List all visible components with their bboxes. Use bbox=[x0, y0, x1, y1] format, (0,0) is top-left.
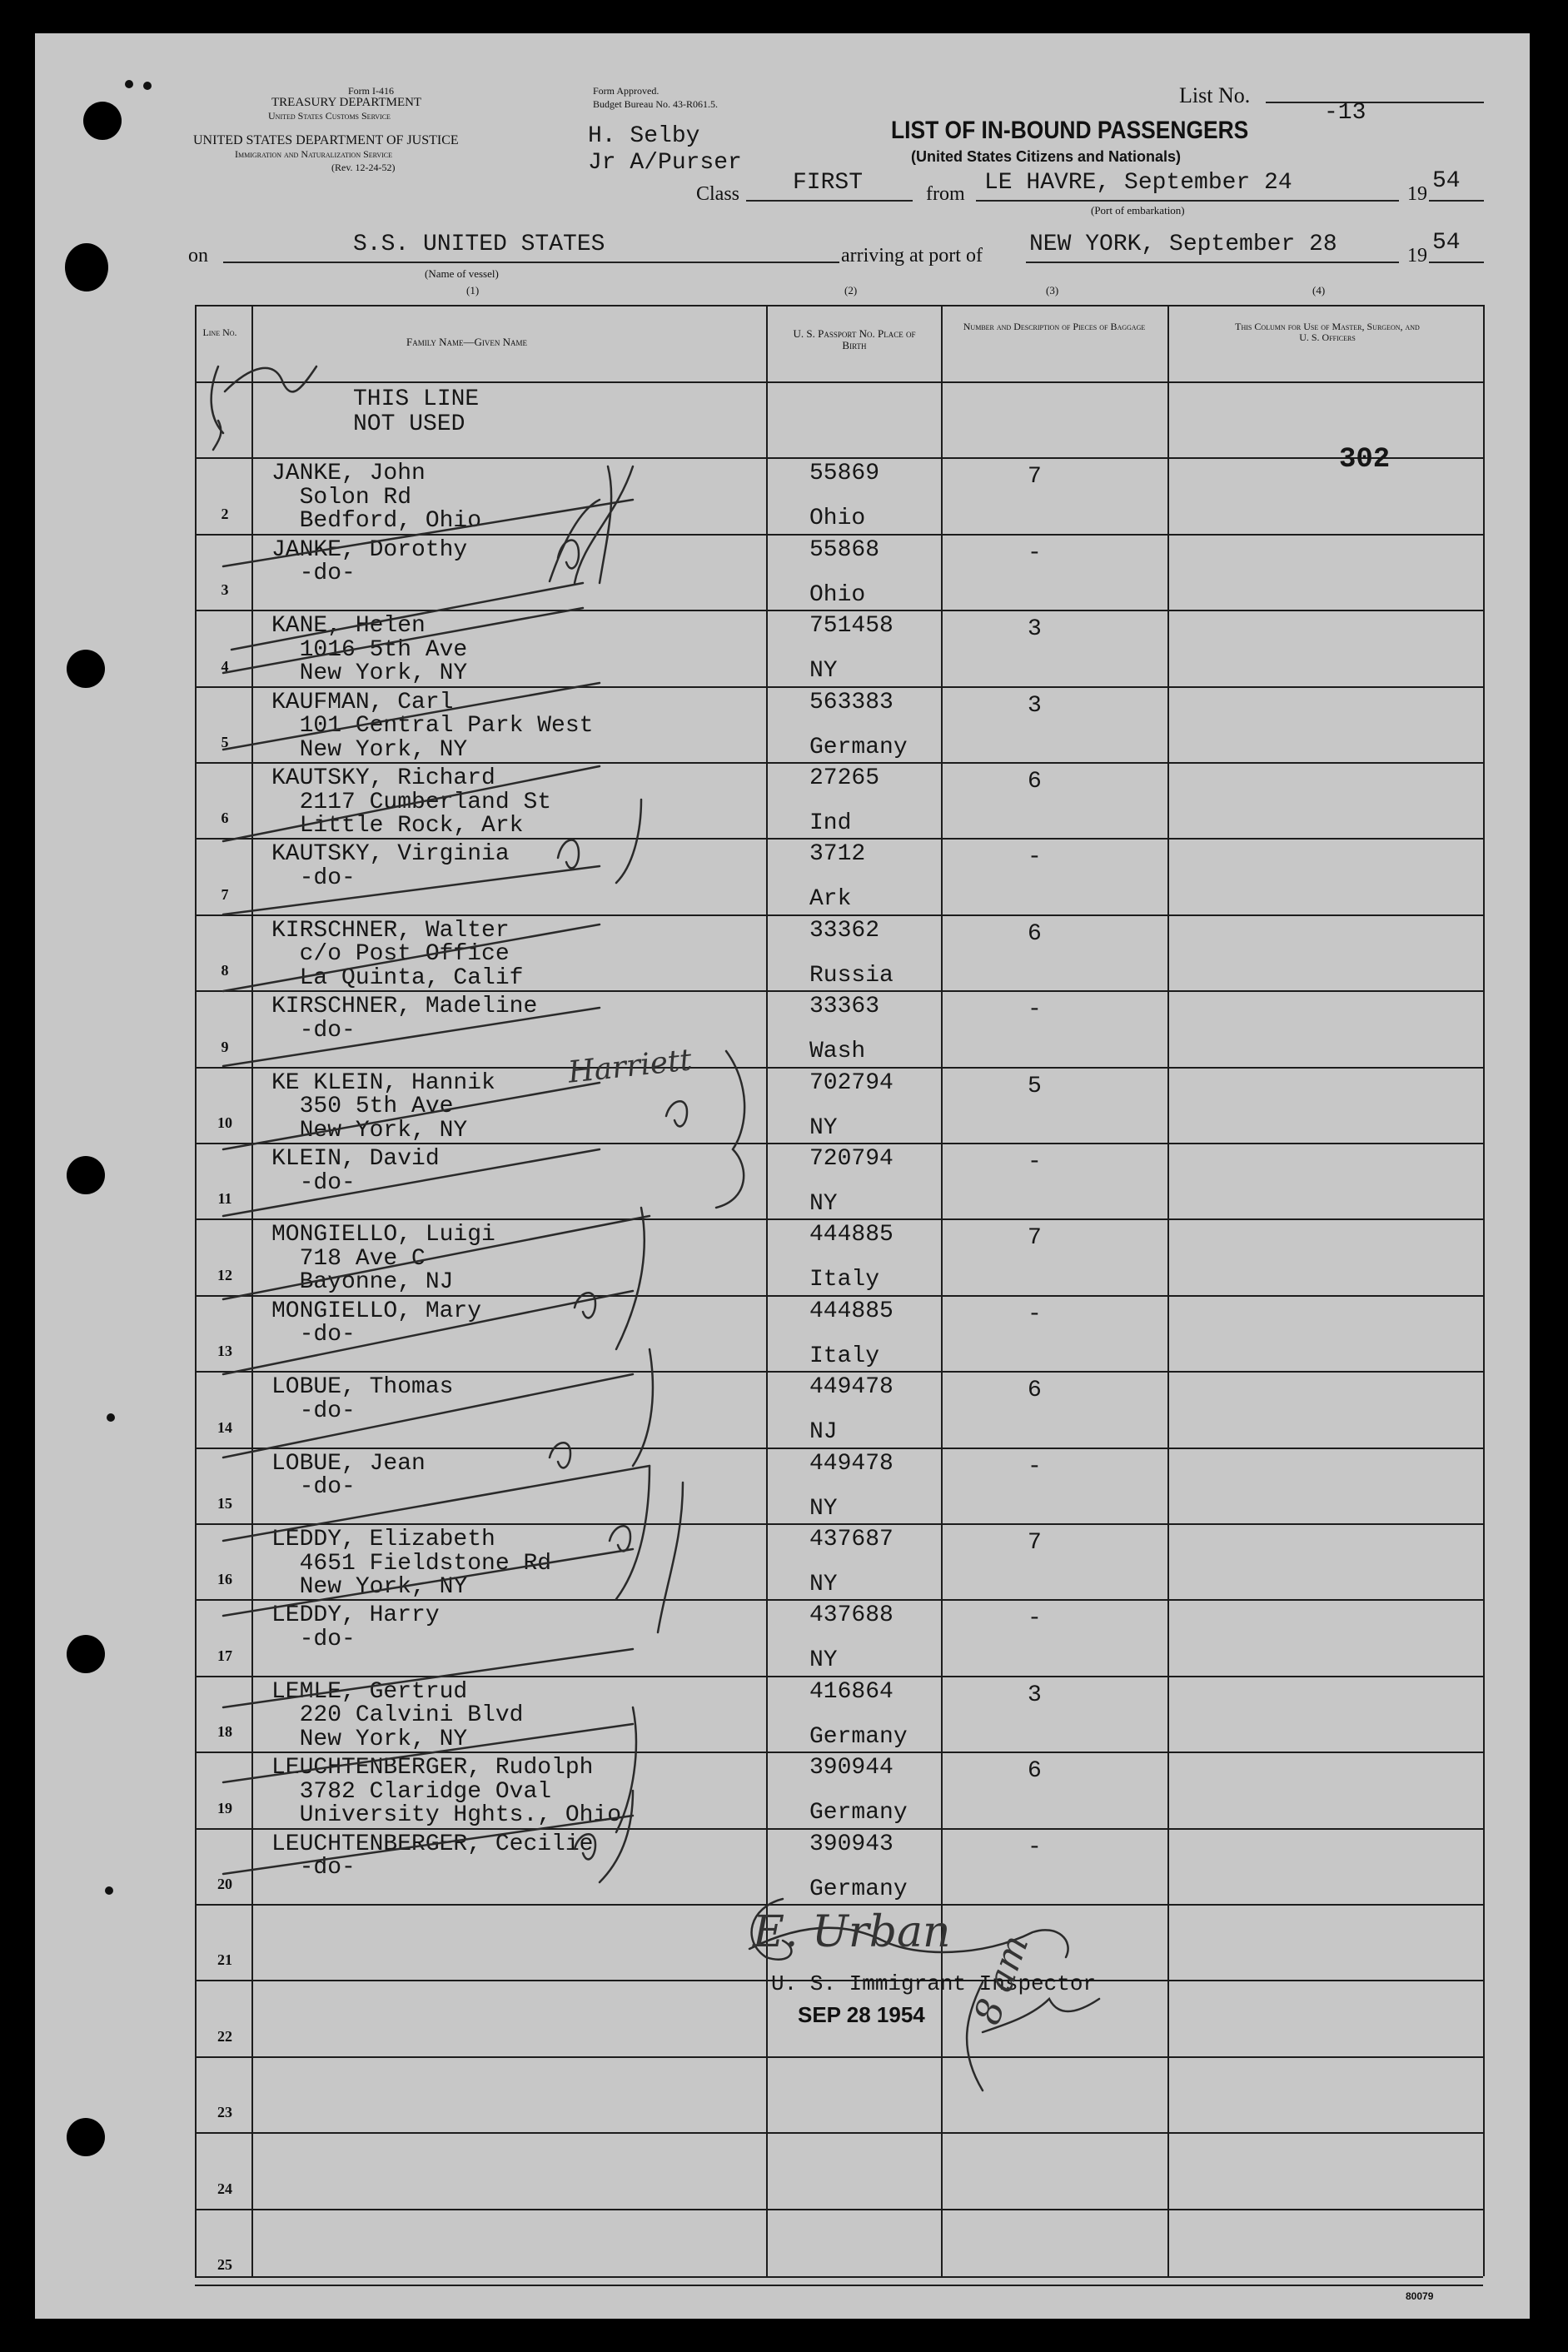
passenger-address: Bayonne, NJ bbox=[271, 1269, 454, 1295]
line-number: 22 bbox=[217, 2028, 232, 2045]
purser-name: H. Selby bbox=[588, 123, 700, 149]
passenger-name: LEDDY, Harry bbox=[271, 1602, 440, 1628]
list-no-label: List No. bbox=[1179, 83, 1251, 107]
line-number: 19 bbox=[217, 1800, 232, 1816]
line-number: 14 bbox=[217, 1419, 232, 1436]
passenger-address: -do- bbox=[271, 1322, 356, 1348]
place-of-birth: Germany bbox=[809, 1876, 908, 1902]
passport-number: 720794 bbox=[809, 1146, 894, 1172]
baggage-count: - bbox=[1028, 541, 1042, 566]
list-number: -13 bbox=[1324, 100, 1366, 126]
passenger-name: LEUCHTENBERGER, Rudolph bbox=[271, 1755, 594, 1781]
inspector-signature: E. Urban bbox=[753, 1907, 951, 1957]
passenger-address: c/o Post Office bbox=[271, 941, 510, 967]
col-num-4: (4) bbox=[1312, 284, 1326, 296]
port-embarkation-caption: (Port of embarkation) bbox=[1091, 204, 1185, 217]
class-label: Class bbox=[696, 183, 740, 205]
line-number: 18 bbox=[217, 1723, 232, 1740]
passenger-address: -do- bbox=[271, 865, 356, 891]
col-header-passport: U. S. Passport No. Place of Birth bbox=[793, 327, 916, 351]
purser-title: Jr A/Purser bbox=[588, 150, 742, 176]
passenger-address: -do- bbox=[271, 1855, 356, 1881]
passenger-address: New York, NY bbox=[271, 1727, 468, 1752]
passport-number: 55868 bbox=[809, 537, 880, 563]
baggage-count: 5 bbox=[1028, 1074, 1042, 1099]
line-number: 15 bbox=[217, 1495, 232, 1512]
baggage-count: - bbox=[1028, 845, 1042, 870]
passport-number: 416864 bbox=[809, 1679, 894, 1705]
form-approved: Form Approved. bbox=[593, 85, 660, 97]
place-of-birth: NY bbox=[809, 1191, 838, 1217]
justice-department: UNITED STATES DEPARTMENT OF JUSTICE bbox=[193, 133, 459, 147]
passenger-address: -do- bbox=[271, 561, 356, 586]
passenger-name: LEUCHTENBERGER, Cecilie bbox=[271, 1831, 594, 1857]
passenger-address: 4651 Fieldstone Rd bbox=[271, 1551, 552, 1577]
line-number: 17 bbox=[217, 1647, 232, 1664]
passport-number: 702794 bbox=[809, 1070, 894, 1096]
line-number: 16 bbox=[217, 1571, 232, 1587]
passport-number: 449478 bbox=[809, 1374, 894, 1400]
arriving-label: arriving at port of bbox=[841, 245, 983, 267]
form-number: Form I-416 bbox=[348, 85, 394, 97]
line-number: 3 bbox=[221, 581, 229, 598]
place-of-birth: Italy bbox=[809, 1343, 880, 1369]
baggage-count: 7 bbox=[1028, 1530, 1042, 1556]
baggage-count: 3 bbox=[1028, 616, 1042, 642]
line-number: 21 bbox=[217, 1951, 232, 1968]
line-number: 13 bbox=[217, 1343, 232, 1359]
passenger-address: New York, NY bbox=[271, 737, 468, 763]
passenger-name: LOBUE, Thomas bbox=[271, 1374, 454, 1400]
place-of-birth: Ohio bbox=[809, 582, 866, 608]
from-label: from bbox=[926, 183, 965, 205]
form-revision: (Rev. 12-24-52) bbox=[331, 162, 396, 173]
passport-number: 3712 bbox=[809, 841, 866, 867]
line-number: 8 bbox=[221, 962, 229, 979]
passenger-name: MONGIELLO, Mary bbox=[271, 1298, 482, 1324]
passport-number: 33362 bbox=[809, 918, 880, 944]
col-num-2: (2) bbox=[844, 284, 858, 296]
passenger-address: -do- bbox=[271, 1627, 356, 1652]
baggage-count: 7 bbox=[1028, 1225, 1042, 1251]
passenger-name: KE KLEIN, Hannik bbox=[271, 1070, 495, 1096]
place-of-birth: Italy bbox=[809, 1267, 880, 1293]
officer-number: 302 bbox=[1339, 444, 1391, 476]
passport-number: 444885 bbox=[809, 1222, 894, 1248]
year-prefix-1: 19 bbox=[1407, 183, 1427, 205]
passenger-address: 718 Ave C bbox=[271, 1246, 426, 1272]
passenger-address: New York, NY bbox=[271, 1118, 468, 1144]
vessel-name: S.S. UNITED STATES bbox=[353, 232, 605, 257]
place-of-birth: NY bbox=[809, 658, 838, 684]
place-of-birth: NY bbox=[809, 1496, 838, 1522]
place-of-birth: Ind bbox=[809, 810, 852, 836]
line-number: 2 bbox=[221, 506, 229, 522]
passenger-name: LEDDY, Elizabeth bbox=[271, 1527, 495, 1552]
baggage-count: - bbox=[1028, 1606, 1042, 1632]
col-num-1: (1) bbox=[466, 284, 480, 296]
form-subtitle: (United States Citizens and Nationals) bbox=[911, 148, 1182, 165]
line-number: 11 bbox=[217, 1190, 232, 1207]
embarkation-port: LE HAVRE, September 24 bbox=[984, 170, 1292, 196]
passenger-address: 3782 Claridge Oval bbox=[271, 1779, 552, 1805]
baggage-count: 6 bbox=[1028, 769, 1042, 795]
passenger-address: New York, NY bbox=[271, 1574, 468, 1600]
passenger-address: -do- bbox=[271, 1474, 356, 1500]
line-number: 10 bbox=[217, 1114, 232, 1131]
baggage-count: 6 bbox=[1028, 1378, 1042, 1403]
place-of-birth: NY bbox=[809, 1647, 838, 1673]
passenger-name: KAUFMAN, Carl bbox=[271, 690, 454, 715]
year-1: 54 bbox=[1432, 168, 1461, 194]
inspection-stamp-date: SEP 28 1954 bbox=[798, 2002, 925, 2027]
passenger-name: LEMLE, Gertrud bbox=[271, 1679, 468, 1705]
line-number: 9 bbox=[221, 1039, 229, 1055]
form-footer-code: 80079 bbox=[1406, 2290, 1434, 2302]
passenger-name: KIRSCHNER, Walter bbox=[271, 918, 510, 944]
baggage-count: - bbox=[1028, 1835, 1042, 1861]
passenger-name: KANE, Helen bbox=[271, 613, 426, 639]
baggage-count: 7 bbox=[1028, 464, 1042, 490]
form-title: LIST OF IN-BOUND PASSENGERS bbox=[891, 117, 1249, 144]
passenger-name: KAUTSKY, Virginia bbox=[271, 841, 510, 867]
place-of-birth: NY bbox=[809, 1115, 838, 1141]
baggage-count: 3 bbox=[1028, 1682, 1042, 1708]
line1-not-used: NOT USED bbox=[353, 411, 465, 437]
line-number: 25 bbox=[217, 2256, 232, 2273]
line-number: 20 bbox=[217, 1876, 232, 1892]
passenger-name: LOBUE, Jean bbox=[271, 1451, 426, 1477]
line-number: 12 bbox=[217, 1267, 232, 1283]
passenger-address: 220 Calvini Blvd bbox=[271, 1702, 524, 1728]
inspector-title: U. S. Immigrant Inspector bbox=[771, 1971, 1097, 1996]
place-of-birth: NJ bbox=[809, 1419, 838, 1445]
place-of-birth: Ark bbox=[809, 886, 852, 912]
passenger-name: JANKE, John bbox=[271, 461, 426, 486]
treasury-department: TREASURY DEPARTMENT bbox=[271, 96, 422, 109]
passenger-name: JANKE, Dorothy bbox=[271, 537, 468, 563]
place-of-birth: Germany bbox=[809, 1724, 908, 1750]
passenger-address: -do- bbox=[271, 1398, 356, 1424]
line1-not-used: THIS LINE bbox=[353, 386, 480, 412]
line-number: 4 bbox=[221, 658, 229, 675]
passport-number: 437687 bbox=[809, 1527, 894, 1552]
vessel-caption: (Name of vessel) bbox=[425, 267, 499, 280]
line-number: 23 bbox=[217, 2104, 232, 2120]
class-value: FIRST bbox=[793, 170, 864, 196]
passenger-address: University Hghts., Ohio bbox=[271, 1802, 622, 1828]
passenger-address: La Quinta, Calif bbox=[271, 965, 524, 991]
arrival-port: NEW YORK, September 28 bbox=[1029, 232, 1337, 257]
baggage-count: 6 bbox=[1028, 1758, 1042, 1784]
passenger-address: 350 5th Ave bbox=[271, 1094, 454, 1119]
passenger-address: Little Rock, Ark bbox=[271, 813, 524, 839]
budget-bureau: Budget Bureau No. 43-R061.5. bbox=[593, 98, 718, 110]
handwritten-harriett: Harriett bbox=[566, 1043, 694, 1090]
col-header-line-no: Line No. bbox=[202, 326, 237, 338]
passport-number: 27265 bbox=[809, 765, 880, 791]
on-label: on bbox=[188, 245, 208, 267]
baggage-count: 3 bbox=[1028, 693, 1042, 719]
passport-number: 444885 bbox=[809, 1298, 894, 1324]
place-of-birth: Germany bbox=[809, 1800, 908, 1826]
passenger-address: 2117 Cumberland St bbox=[271, 790, 552, 815]
ins-service: Immigration and Naturalization Service bbox=[235, 148, 393, 160]
time-annotation: 8 am bbox=[966, 1929, 1038, 2031]
line-number: 7 bbox=[221, 886, 229, 903]
col-num-3: (3) bbox=[1046, 284, 1059, 296]
passport-number: 390944 bbox=[809, 1755, 894, 1781]
passenger-address: Solon Rd bbox=[271, 485, 412, 511]
place-of-birth: Wash bbox=[809, 1039, 866, 1064]
passport-number: 437688 bbox=[809, 1602, 894, 1628]
passport-number: 449478 bbox=[809, 1451, 894, 1477]
col-header-baggage: Number and Description of Pieces of Baggage bbox=[963, 321, 1146, 332]
passenger-name: KIRSCHNER, Madeline bbox=[271, 994, 538, 1019]
line-number: 24 bbox=[217, 2180, 232, 2197]
baggage-count: - bbox=[1028, 1149, 1042, 1175]
passenger-address: 101 Central Park West bbox=[271, 713, 594, 739]
passport-number: 563383 bbox=[809, 690, 894, 715]
place-of-birth: Russia bbox=[809, 963, 894, 989]
year-prefix-2: 19 bbox=[1407, 245, 1427, 267]
col-header-name: Family Name—Given Name bbox=[406, 336, 527, 348]
baggage-count: 6 bbox=[1028, 921, 1042, 947]
line-number: 5 bbox=[221, 734, 229, 750]
place-of-birth: Ohio bbox=[809, 506, 866, 531]
line-number: 6 bbox=[221, 810, 229, 826]
baggage-count: - bbox=[1028, 997, 1042, 1023]
passport-number: 55869 bbox=[809, 461, 880, 486]
passport-number: 751458 bbox=[809, 613, 894, 639]
passenger-name: MONGIELLO, Luigi bbox=[271, 1222, 495, 1248]
passport-number: 33363 bbox=[809, 994, 880, 1019]
baggage-count: - bbox=[1028, 1302, 1042, 1328]
customs-service: United States Customs Service bbox=[268, 110, 391, 122]
col-header-officers: This Column for Use of Master, Surgeon, and U. S. Officers bbox=[1235, 321, 1420, 343]
place-of-birth: Germany bbox=[809, 735, 908, 760]
passenger-address: New York, NY bbox=[271, 660, 468, 686]
year-2: 54 bbox=[1432, 230, 1461, 256]
passenger-address: Bedford, Ohio bbox=[271, 508, 482, 534]
passenger-address: -do- bbox=[271, 1018, 356, 1044]
passenger-address: 1016 5th Ave bbox=[271, 637, 468, 663]
passenger-name: KLEIN, David bbox=[271, 1146, 440, 1172]
place-of-birth: NY bbox=[809, 1572, 838, 1597]
baggage-count: - bbox=[1028, 1454, 1042, 1480]
passenger-address: -do- bbox=[271, 1170, 356, 1196]
passenger-name: KAUTSKY, Richard bbox=[271, 765, 495, 791]
passport-number: 390943 bbox=[809, 1831, 894, 1857]
